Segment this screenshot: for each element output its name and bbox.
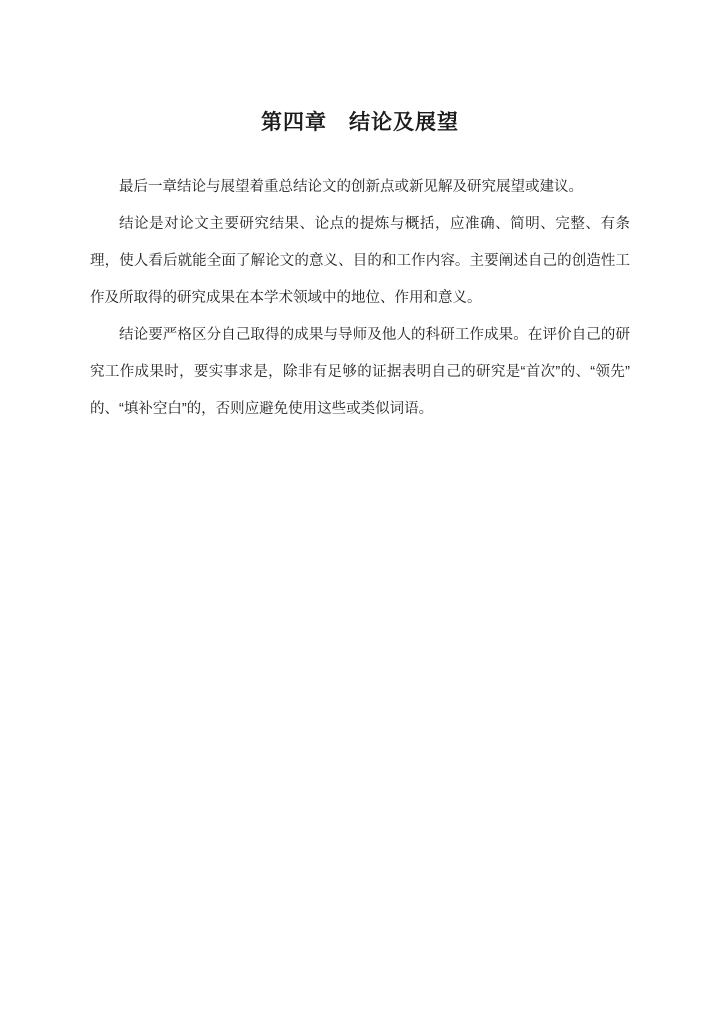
chapter-title: 第四章 结论及展望	[261, 111, 459, 134]
paragraph: 结论要严格区分自己取得的成果与导师及他人的科研工作成果。在评价自己的研究工作成果时，要实事求是，除非有足够的证据表明自己的研究是“首次”的、“领先”的、“填补空白”的，否则应避免使用这些或类似词语。	[90, 327, 630, 417]
paragraph: 最后一章结论与展望着重总结论文的创新点或新见解及研究展望或建议。	[119, 179, 583, 195]
document-body	[90, 169, 630, 428]
paragraph: 结论是对论文主要研究结果、论点的提炼与概括，应准确、简明、完整、有条理，使人看后就能全面了解论文的意义、目的和工作内容。主要阐述自己的创造性工作及所取得的研究成果在本学术领域中的地位、作用和意义。	[90, 216, 630, 306]
